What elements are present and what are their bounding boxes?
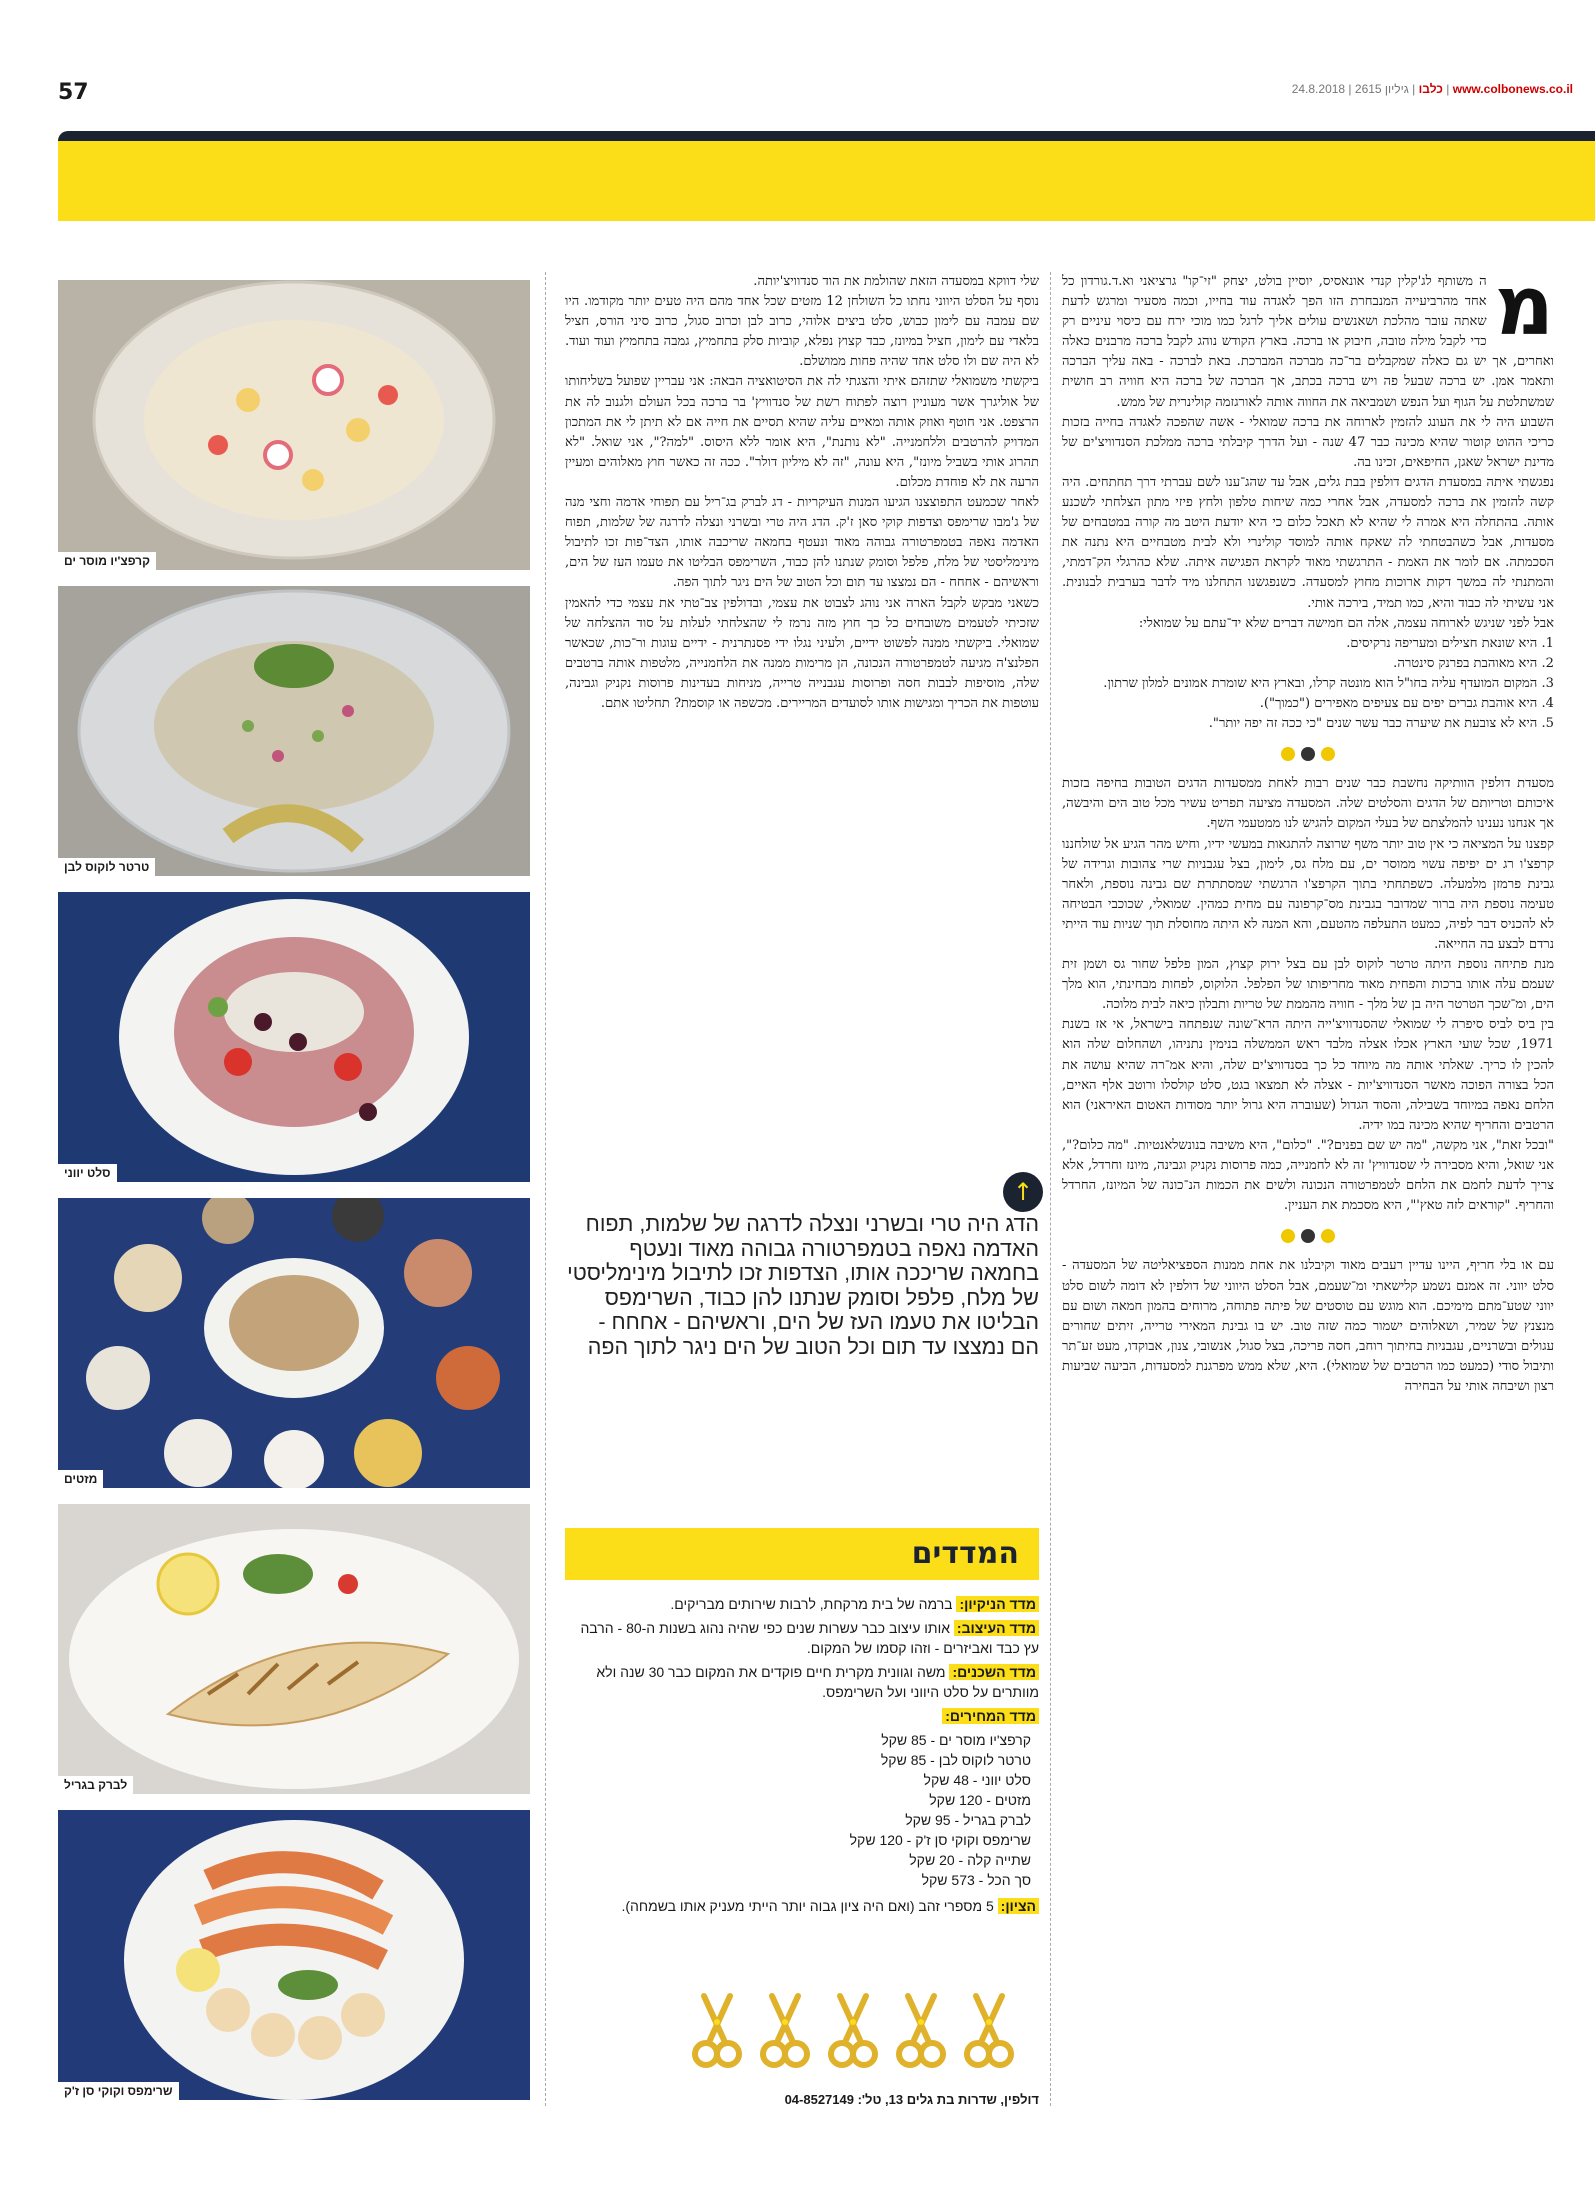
article-paragraph: בין ביס לביס סיפרה לי שמואלי שהסנדוויצ'ייה היתה הרא־שונה שנפתחה בישראל, אי אז בשנת 1971, שכל שועי הארץ אכלו אצלה מלבד ראש הממשלה בנימין נתניהו, ושהחלום שלה הוא להכין לו כריך. שאלתי אותה מה מיוחד כל כך בסנדוויצ'ים שלה, והיא אמ־רה שהיא עושה את הכל בצורה הפוכה מאשר הסנדוויצ'יות - אצלה לא תמצאו בגט, סלט קולסלו ורוטב אלף האיים, הלחם נאפה במיוחד בשבילה, והסוד הגדול (שעוברה היא גרול יותר מסודות האטום האיראני) הוא הרטבים והחריף שהיא מכינה במו ידיה.: [1062, 1017, 1554, 1133]
tartare-image: [58, 586, 530, 876]
page-number: 57: [58, 80, 89, 105]
article-column-right: [1062, 259, 1554, 1397]
article-paragraph: שלי דווקא במסעדה הזאת שהולמת את הוד סנדוויצ'יותה.: [753, 274, 1039, 289]
measure-cleanliness: מדד הניקיון: ברמה של בית מרקחת, לרבות שירותים מבריקים.: [565, 1594, 1039, 1614]
photo-shrimp: [58, 1810, 530, 2100]
article-paragraph: קפצנו על המציאה כי אין טוב יותר משף שרוצה להתגאות במעשי ידיו, וחיש מהר הגיע אל שולחננו קרפצ'ו רג ים יפיפה עשוי ממוסר ים, עם מלח גס, לימון, בצל עגבניות שרי צהובות וגרידה של גבינת פרמזן מלמעלה. כשפתחתי בתוך הקרפצ'ו הרגשתי שמסתתרת שם גבינה נוספת, ולאחר טעימה נוספת היה ברור שמדובר בגבינת מס־קרפונה עם מחית כמהין. שמואלי, שכוכבי הבטיחה לא להכניס דבר לפיה, כמעט התעלפה מהטעם, והא המנה לא היתה מחוסלת תוך שניות עוד הייתי נרדם לבצע בה החייאה.: [1062, 836, 1554, 952]
list-item: 5. היא לא צובעת את שיערה כבר עשר שנים "כי ככה זה יפה יותר".: [1208, 716, 1554, 732]
article-paragraph: אבל לפני שניגש לארוחה עצמה, אלה הם חמישה דברים שלא יד־עתם על שמואלי:: [1138, 615, 1554, 631]
arrow-up-icon: ↑: [1003, 1172, 1043, 1212]
pull-quote: הדג היה טרי ובשרני ונצלה לדרגה של שלמות, תפוח האדמה נאפה בטמפרטורה גבוהה מאוד ונעטף בחמאה שריככה אותו, הצדפות זכו לתיבול מינימליסטי של מלח, פלפל וסומק שנתנו להן כבוד, השרימפס הבליטו את טעמו העז של הים, וראשיהם - אחחח - הם נמצצו עד תום וכל הטוב של הים ניגר לתוך הפה: [567, 1212, 1039, 1359]
photo-carpaccio: [58, 280, 530, 570]
measures-box: [565, 1594, 1039, 1920]
column-separator: [1050, 272, 1051, 2106]
price-item: מזטים - 120 שקל: [929, 1792, 1031, 1808]
shrimp-image: [58, 1810, 530, 2100]
price-item: קרפצ'יו מוסר ים - 85 שקל: [881, 1732, 1031, 1748]
photo-grilled-fish: [58, 1504, 530, 1794]
article-paragraph: מסעדת דולפין הוותיקה נחשבת כבר שנים רבות לאחת ממסעדות הדגים הטובות בחיפה בזכות איכותם וטריותם של הדגים והסלטים שלה. המסעדה מציעה תפריט עשיר מכל טוב הים והיבשה, אך אנחנו נענינו להמלצתם של בעלי המקום להגיש לנו ממטעמי השף.: [1062, 776, 1554, 832]
article-paragraph: ביקשתי משמואלי שתזהם איתי והצגתי לה את הסיטואציה הבאה: אני עבריין שפועל בשליחותו של אוליגרך אשר מעוניין רוצה לפתוח רשת של סנדוויץ' בר ברכה בכל העולם ולגנוב לה את הרצפט. אני חוטף ואוזק אותה ומאיים עליה שהיא תסיים את חייה אם לא תיתן לי את המתכון המדויק להרטבים וללחמנייה. "לא נותנת", היא אומר ללא היסוס. "למה?", אני שואל. "לא תהרוג אותי בשביל מיונז", היא עונה, "זה לא מיליון דולר". ככה זה כאשר חוץ מאלוהים ומעיין הרעה את לא פוחדת מכלום.: [565, 374, 1039, 490]
price-list: [565, 1730, 1031, 1890]
article-paragraph: השבוע היה לי את העונג להזמין לארוחה את ברכה שמואלי - אשה שהפכה לאגדה בחייה בזכות כריכי ההוט קוטור שהיא מכינה כבר 47 שנה - ועל הדרך קיבלתי ברכה ממלכת הסנדוויצ'ים של מדינת ישראל שאגן, החיפאים, זכינו בה.: [1062, 414, 1554, 470]
scissors-icon: [695, 1996, 739, 2065]
section-divider: [1062, 1226, 1554, 1246]
list-item: 4. היא אוהבת גברים יפים עם צעיפים מאפירים ("כמוך").: [1259, 695, 1554, 711]
issue-number: גיליון 2615: [1354, 82, 1409, 96]
section-divider: [1062, 744, 1554, 764]
magazine-name: כלבו: [1418, 82, 1443, 96]
price-item: שרימפס וקוקי סן ז'ק - 120 שקל: [849, 1832, 1031, 1848]
article-paragraph: מנת פתיחה נוספת היתה טרטר לוקוס לבן עם בצל ירוק קצוץ, המון פלפל שחור גס ושמן זית שעמם עלה אותו ברכות והפחית מאוד מחריפותו של הפלפל. הלוקוס, לפחות מבחינתי, הוא מלך הים, ומ־שכך הטרטר היה בן של מלך - חוויה מהממת של טריות ותבלון כיאה לבית מלוכה.: [1062, 957, 1554, 1013]
caption-tartare: טרטר לוקוס לבן: [58, 858, 155, 876]
article-paragraph: עם או בלי חריף, היינו עדיין רעבים מאוד וקיבלנו את אחת ממנות הספציאליטה של המסעדה - סלט יווני. זה אמנם נשמע קלישאתי ומ־שעמם, אבל הסלט היווני של דולפין לא דומה לשום סלט יווני שטע־מתם מימיכם. הוא מוגש עם טוסטים של פיתה פתוחה, מרוחים בהמון חמאה ושום עם מנצנץ של שמיר, ושאלוהים ישמור כמה שזה טוב. יש בו גבינת המאירי טרייה, זיתים שחורים עגולים ובשרניים, עגבניות בחיתוך רוחב, חסה פריכה, בצל סגול, אנשובי, צנון, אבוקדו, מעט זע־תר ותיבול סודי (כמעט כמו הרטבים של שמואלי). היא, שלא ממש מפרגנת למסעדות, הביעה שביעות רצון ושיבחה אותי על הבחירה: [1062, 1258, 1554, 1394]
article-paragraph: "ובכל זאת", אני מקשה, "מה יש שם בפנים?". "כלום", היא משיבה בנונשלאנטיות. "מה כלום?", אני שואל, והיא מסבירה לי שסנדוויץ' זה לא לחמנייה, כמה פרוסות נקניק וגבינה, מיונז וחרדל, אלא צריך לדעת לחמם את הלחם לטמפרטורה הנכונה ולשים את הכמות הנ־כונה של המיונז, החרדל והחריף. "קוראים לזה טאץ'", היא מסכמת את העניין.: [1062, 1137, 1554, 1214]
article-paragraph: כשאני מבקש לקבל הארה אני נוהג לצבוט את עצמי, ובדולפין צב־טתי את עצמי כדי להאמין שזכיתי לטעמים משובחים כל כך חוץ מזה נרמז לי שהצלחתי לעלות על סוד ההצלחה של שמואלי. ביקשתי ממנה לפשוט ידיים, ולעיני נגלו ידי פסנתרנית - ידיים עוגות ור־כות, שכאשר הפלנצ'ה מגיעה לטמפרטורה הנכונה, הן מרימות ממנה את הלחמנייה, מלטפות אותה ברטבים שלה, מוסיפות לבבות חסה ופרוסות עגבנייה טרייה, מניחות בעדינות פרוסות נקניק וגבינה, עוטפות את הכריך ומגישות אותו לסועדים המריירים. מכשפה או קוסמת? תחליטו אתם.: [565, 595, 1039, 711]
scissors-icon: [899, 1996, 943, 2065]
mezze-image: [58, 1198, 530, 1488]
column-separator: [545, 272, 546, 2106]
article-paragraph: נפגשתי איתה במסעדת הדגים דולפין בבת גלים, אבל עד שהג־ענו לשם עברתי דרך תחתחים. היה קשה להזמין את ברכה למסעדה, אבל אחרי כמה שיחות טלפון ולחץ פיזי מתון הצלחתי לשכנע אותה. בהתחלה היא אמרה לי שהיא לא תאכל כלום כי היא יודעת היטב מה קורה במטבחים של מסעדות, אבל כשהבטחתי לה שאקח אותה למוסד קולינרי ולא לבית מטבחיים היא נתנה את הסכמתה. אם לומר את האמת - התרגשתי מאוד לקראת הפגישה איתה. שלא כהרגלי הק־דמתי, והמתנתי לה במשך דקות ארוכות מחוץ למסעדה. כשנפגשנו התחלנו מיד לדבר בערבית לבנונית. אני עשיתי לה כבוד והיא, כמו תמיד, בירכה אותי.: [1062, 474, 1554, 611]
measure-prices: מדד המחירים:: [565, 1706, 1039, 1726]
caption-greek-salad: סלט יווני: [58, 1164, 117, 1182]
price-item: טרטר לוקוס לבן - 85 שקל: [880, 1752, 1031, 1768]
list-item: 3. המקום המועדף עליה בחו"ל הוא מונטה קרלו, ובארץ היא שומרת אמונים למלון שרתון.: [1103, 675, 1554, 691]
price-item: סלט יווני - 48 שקל: [923, 1772, 1031, 1788]
measures-title: המדדים: [565, 1528, 1039, 1580]
article-paragraph: נוסף על הסלט היווני נחתו כל השולחן 12 מזטים שכל אחד מהם היה טעים יותר מקודמו. היו שם עמבה עם לימון כבוש, סלט ביצים אלוהי, כרוב לבן וכרוב סגול, כרוב סיני הורס, חציל בלאדי עם לימון, חציל במיונז, כבד קצוץ נפלא, קוביות סלק בתחמיץ, גמבה בתחמיץ ועוד ועוד. לא היה שם ולו סלט אחד שהיה פחות ממושלם.: [565, 294, 1039, 370]
measure-score: הציון: 5 מספרי זהב (ואם היה ציון גבוה יותר הייתי מעניק אותו בשמחה).: [565, 1896, 1039, 1916]
photo-mezze: [58, 1198, 530, 1488]
article-paragraph: מ ה משותף לג'קלין קנדי אונאסיס, יוסיין בולט, יצחק "זי־קו" גרציאני וא.ד.גורדון כל אחד מהרביעייה המנבחרת הזו הפך לאגדה עוד בחייו, וכמה מסעיר ומרגש לדעת שאתה עובר מהלכת ושאנשים עולים אליך לרגל כמו מוכי ירח עם כיסוי עיניים רק כדי לקבל מילה טובה, חיבוק או ברכה. בארץ הקודש נוהג לקבל ברכה מרבנים כאלה ואחרים, אך יש גם כאלה שמקבלים בר־כה מברכה המברכת. באת לברכה - באה עליך הברכה ותאמר אמן. יש ברכה שבעל פה ויש ברכה בכתב, אך הברכה של ברכה היא חוויה רב חושית שמשתלטת על הגוף ועל הנפש ושמביאה את החווה אותה לאורגזמה קולינרית של ממש.: [1062, 259, 1554, 410]
header-band: [58, 141, 1595, 221]
website-link[interactable]: www.colbonews.co.il: [1452, 82, 1573, 96]
measure-design: מדד העיצוב: אותו עיצוב כבר עשרות שנים כפי שהיה נהוג בשנות ה-80 - הרבה עץ כבד ואביזרים - וזהו קסמו של המקום.: [580, 1620, 1039, 1656]
issue-date: 24.8.2018: [1291, 82, 1346, 96]
scissors-icon: [831, 1996, 875, 2065]
caption-grilled-fish: לברק בגריל: [58, 1776, 133, 1794]
list-item: 2. היא מאוהבת בפרנק סינטרה.: [1393, 655, 1554, 671]
caption-carpaccio: קרפצ'יו מוסר ים: [58, 552, 156, 570]
greek-salad-image: [58, 892, 530, 1182]
measure-neighbors: מדד השכנים: משה וגוונית מקרית חיים פוקדים את המקום כבר 30 שנה ולא מוותרים על סלט היווני ועל השרימפס.: [596, 1664, 1039, 1700]
article-column-middle: [565, 272, 1039, 714]
grilled-fish-image: [58, 1504, 530, 1794]
masthead: www.colbonews.co.il | כלבו | גיליון 2615 | 24.8.2018: [1291, 82, 1573, 96]
price-item: שתייה קלה - 20 שקל: [909, 1852, 1031, 1868]
price-total: סך הכל - 573 שקל: [921, 1872, 1031, 1888]
caption-shrimp: שרימפס וקוקי סן ז'ק: [58, 2082, 179, 2100]
article-paragraph: לאחר שכמעט התפוצצנו הגיעו המנות העיקריות - דג לברק בג־ריל עם תפוחי אדמה וחצי מנה של ג'מבו שרימפס וצדפות קוקי סאן ז'ק. הדג היה טרי ובשרני ונצלה לדרגה של שלמות, תפוח האדמה נאפה בטמפרטורה גבוהה מאוד ונעטף בחמאה שריכבה אותו, הצד־פות זכו לתיבול מינימליסטי של מלח, פלפל וסומק שנתנו להן כבוד, השרימפס הבליטו את טעמו העז של הים, וראשיהם - אחחח - הם נמצצו עד תום וכל הטוב של הים ניגר לתוך הפה.: [565, 495, 1039, 591]
facts-list: [1062, 634, 1554, 734]
photo-greek-salad: [58, 892, 530, 1182]
list-item: 1. היא שונאת חצילים ומעריפה נרקיסים.: [1346, 635, 1554, 651]
photo-tartare: [58, 586, 530, 876]
scissors-icon: [967, 1996, 1011, 2065]
restaurant-address: דולפין, שדרות בת גלים 13, טל': 04-8527149: [784, 2092, 1039, 2107]
drop-cap: מ: [1494, 259, 1554, 354]
scissors-rating: [680, 1992, 1030, 2072]
price-item: לברק בגריל - 95 שקל: [905, 1812, 1031, 1828]
scissors-icon: [763, 1996, 807, 2065]
caption-mezze: מזטים: [58, 1470, 103, 1488]
header-rule: [58, 131, 1595, 141]
carpaccio-image: [58, 280, 530, 570]
